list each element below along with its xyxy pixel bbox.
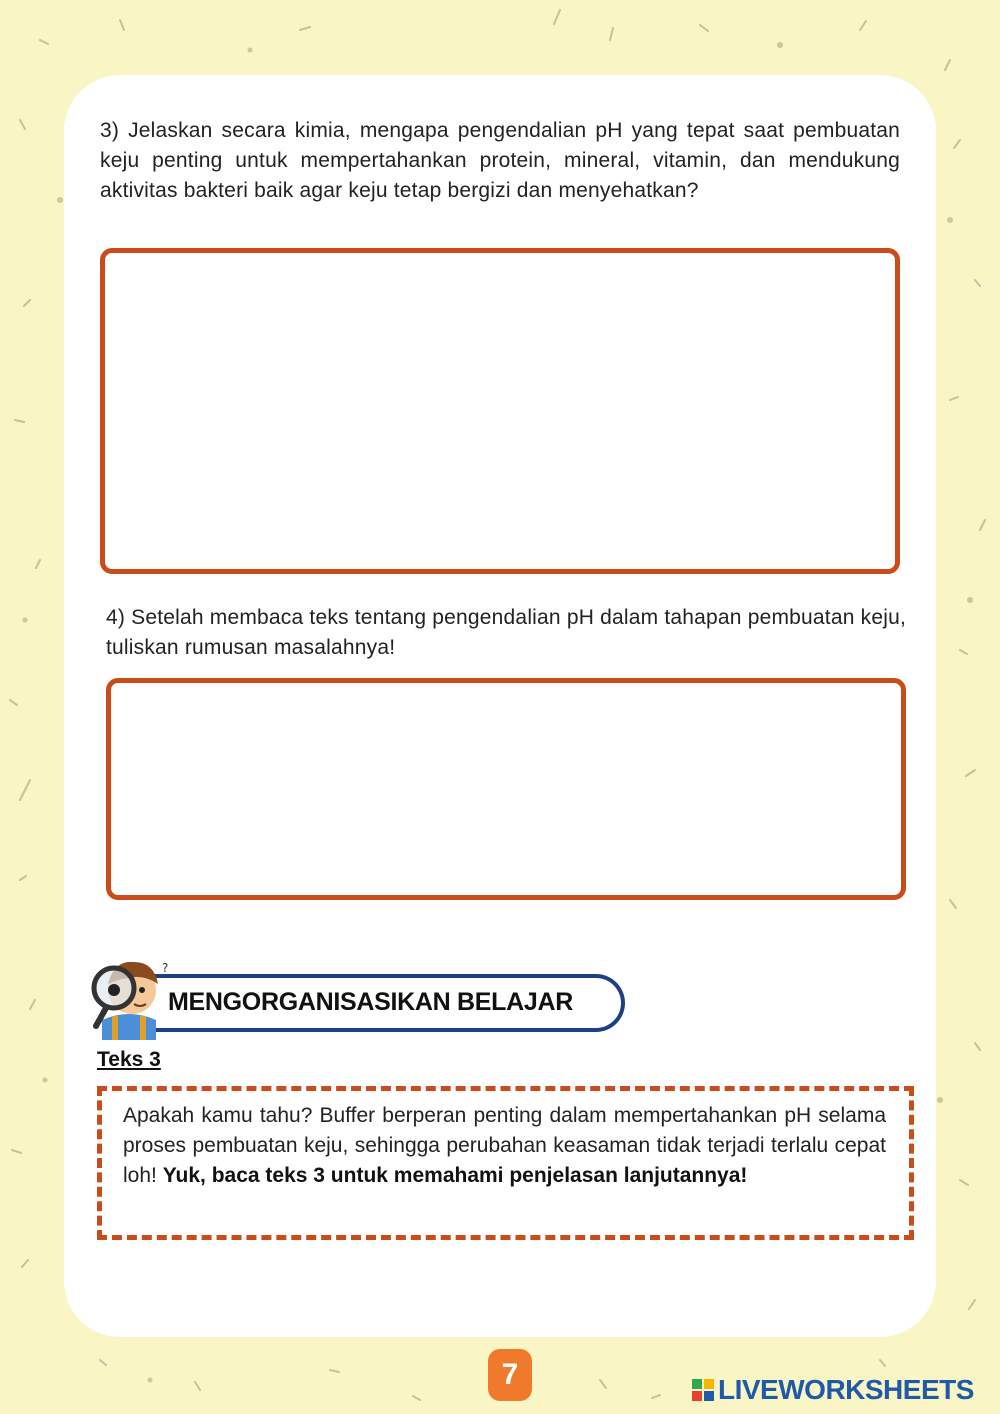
liveworksheets-grid-icon: [692, 1379, 714, 1401]
magnifier-kid-icon: [84, 950, 174, 1040]
info-text: [123, 1101, 886, 1191]
answer-box-question-4[interactable]: [106, 678, 906, 900]
answer-box-question-3[interactable]: [100, 248, 900, 574]
brand-name: LIVEWORKSHEETS: [718, 1374, 974, 1405]
question-4-text: 4) Setelah membaca teks tentang pengendalian pH dalam tahapan pembuatan keju, tuliskan rumusan masalahnya!: [106, 606, 906, 659]
page-number-badge: 7: [488, 1349, 532, 1401]
question-3-text: 3) Jelaskan secara kimia, mengapa pengendalian pH yang tepat saat pembuatan keju penting untuk mempertahankan protein, mineral, vitamin, dan mendukung aktivitas bakteri baik agar keju tetap bergizi dan menyehatkan?: [100, 119, 900, 202]
section-title: MENGORGANISASIKAN BELAJAR: [168, 988, 574, 1016]
svg-text:?: ?: [162, 961, 169, 975]
text-heading: Teks 3: [97, 1048, 161, 1071]
info-emphasis: Yuk, baca teks 3 untuk memahami penjelasan lanjutannya!: [162, 1164, 748, 1187]
liveworksheets-logo: [692, 1374, 974, 1406]
info-body: Apakah kamu tahu? Buffer berperan penting dalam mempertahankan pH selama proses pembuatan keju, sehingga perubahan keasaman tidak terjadi terlalu cepat loh!: [123, 1104, 886, 1187]
